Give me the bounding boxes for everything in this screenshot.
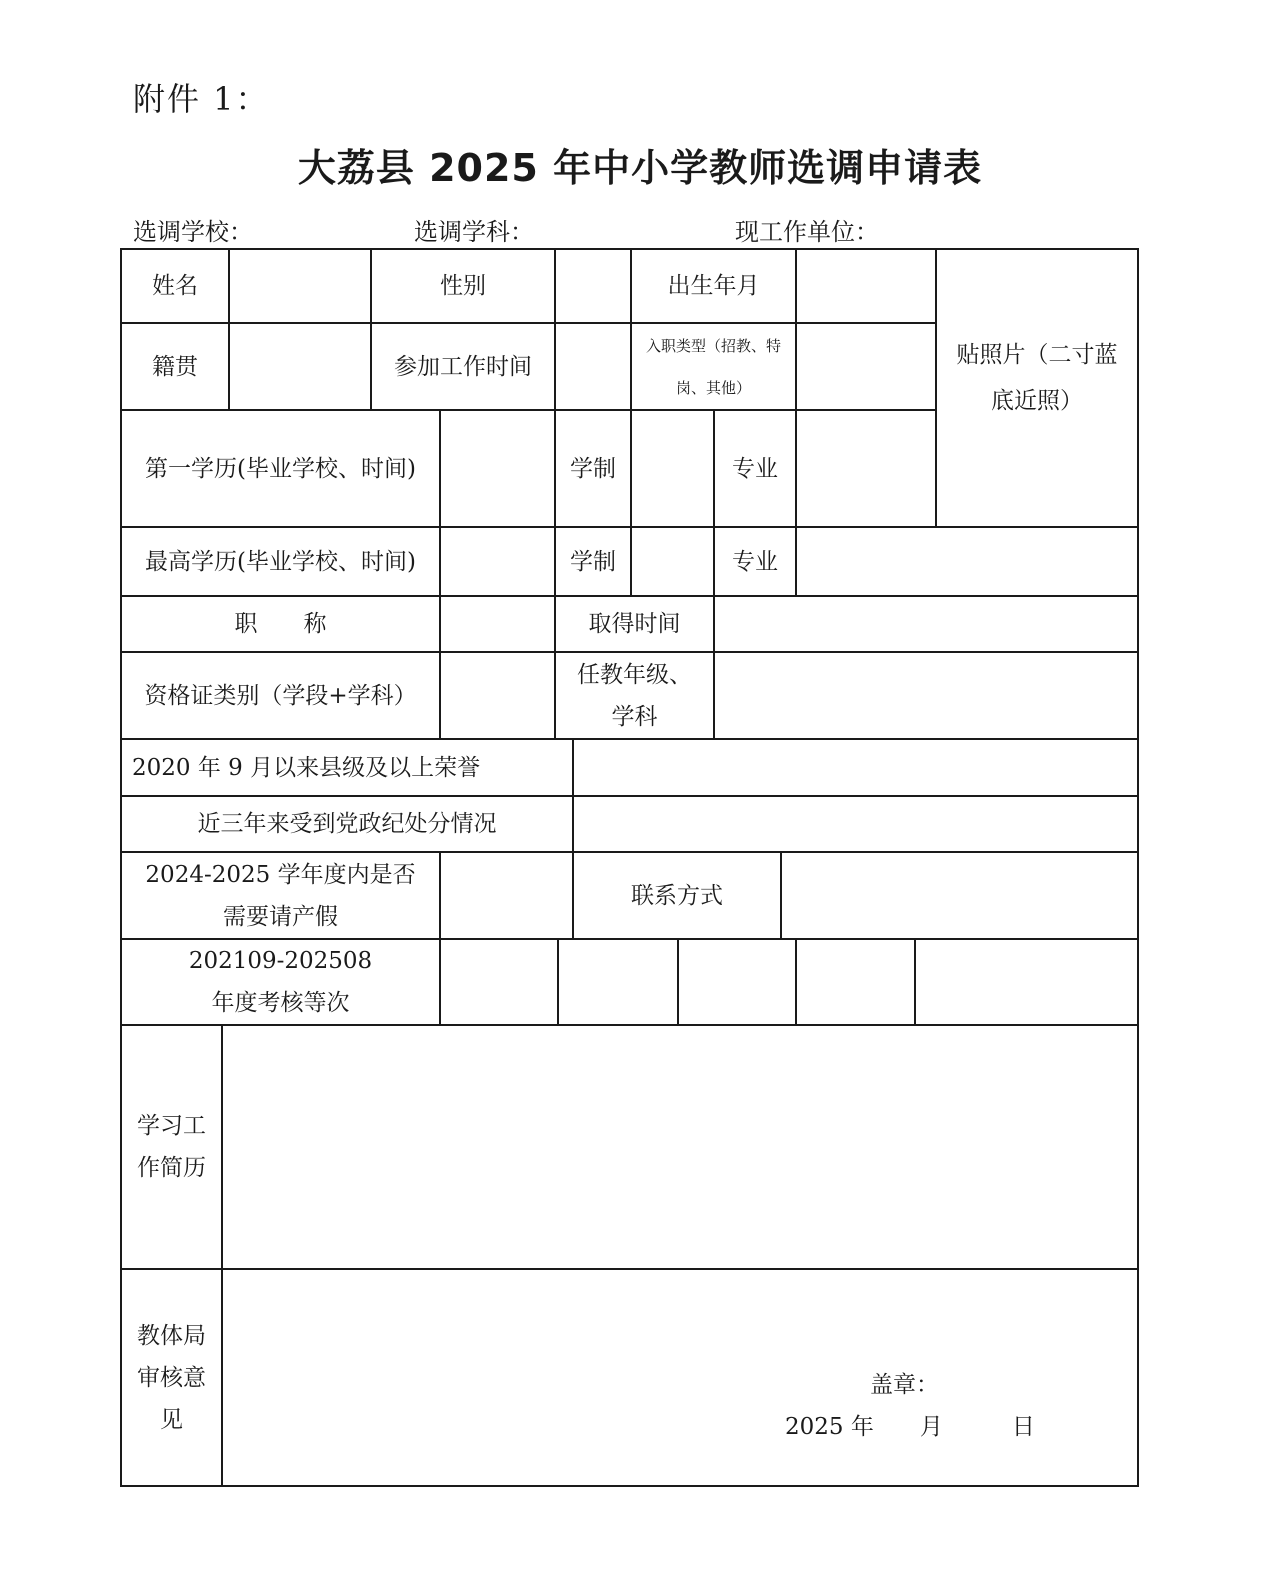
work-start-label: 参加工作时间: [394, 353, 532, 380]
photo-placeholder: 贴照片（二寸蓝 底近照）: [956, 342, 1118, 414]
seal-label: 盖章：: [870, 1372, 939, 1398]
work-start-field[interactable]: [556, 324, 630, 409]
first-edu-label: 第一学历(毕业学校、时间): [145, 455, 416, 482]
cert-type-label: 资格证类别（学段+学科）: [144, 682, 417, 709]
title-rank-field[interactable]: [441, 597, 554, 651]
honors-field[interactable]: [574, 740, 1137, 795]
assessment-label: 202109-202508 年度考核等次: [188, 948, 373, 1016]
teach-grade-label: 任教年级、 学科: [577, 661, 692, 730]
assessment-field-1[interactable]: [441, 940, 557, 1024]
teach-grade-field[interactable]: [715, 653, 1137, 738]
assessment-field-3[interactable]: [679, 940, 795, 1024]
form-title: 大荔县 2025 年中小学教师选调申请表: [297, 146, 983, 190]
major-2-field[interactable]: [797, 528, 1137, 595]
birth-label: 出生年月: [667, 273, 760, 299]
title-rank-label: 职 称: [234, 611, 327, 637]
assessment-field-2[interactable]: [559, 940, 677, 1024]
contact-label: 联系方式: [631, 882, 723, 909]
major-1-label: 专业: [732, 455, 778, 482]
review-label: 教体局 审核意 见: [137, 1322, 206, 1433]
name-field[interactable]: [230, 250, 370, 322]
cert-type-field[interactable]: [441, 653, 554, 738]
first-edu-field[interactable]: [441, 411, 554, 526]
highest-edu-label: 最高学历(毕业学校、时间): [145, 548, 416, 575]
highest-edu-field[interactable]: [441, 528, 554, 595]
birth-field[interactable]: [797, 250, 935, 322]
discipline-label: 近三年来受到党政纪处分情况: [197, 811, 497, 837]
major-1-field[interactable]: [797, 411, 935, 526]
contact-field[interactable]: [782, 853, 1137, 938]
schooling-1-field[interactable]: [632, 411, 713, 526]
review-field[interactable]: [223, 1270, 1137, 1485]
assessment-field-5[interactable]: [916, 940, 1137, 1024]
native-place-field[interactable]: [230, 324, 370, 409]
obtain-time-field[interactable]: [715, 597, 1137, 651]
school-label: 选调学校：: [133, 218, 253, 246]
schooling-2-field[interactable]: [632, 528, 713, 595]
resume-label: 学习工 作简历: [137, 1113, 206, 1181]
gender-field[interactable]: [556, 250, 630, 322]
maternity-label: 2024-2025 学年度内是否 需要请产假: [145, 861, 416, 930]
major-2-label: 专业: [732, 548, 778, 575]
honors-label: 2020 年 9 月以来县级及以上荣誉: [132, 754, 481, 781]
gender-label: 性别: [440, 273, 486, 299]
schooling-1-label: 学制: [570, 455, 616, 482]
resume-field[interactable]: [223, 1026, 1137, 1268]
native-place-label: 籍贯: [152, 353, 198, 380]
assessment-field-4[interactable]: [797, 940, 914, 1024]
maternity-field[interactable]: [441, 853, 572, 938]
obtain-time-label: 取得时间: [588, 611, 681, 637]
schooling-2-label: 学制: [570, 548, 616, 575]
review-date: 2025 年 月 日: [785, 1414, 1035, 1440]
discipline-field[interactable]: [574, 797, 1137, 851]
work-unit-label: 现工作单位：: [735, 218, 879, 246]
entry-type-label: 入职类型（招教、特 岗、其他）: [645, 336, 781, 397]
attachment-label: 附件 1：: [133, 80, 270, 118]
name-label: 姓名: [152, 273, 198, 299]
entry-type-field[interactable]: [797, 324, 935, 409]
subject-label: 选调学科：: [414, 218, 534, 246]
